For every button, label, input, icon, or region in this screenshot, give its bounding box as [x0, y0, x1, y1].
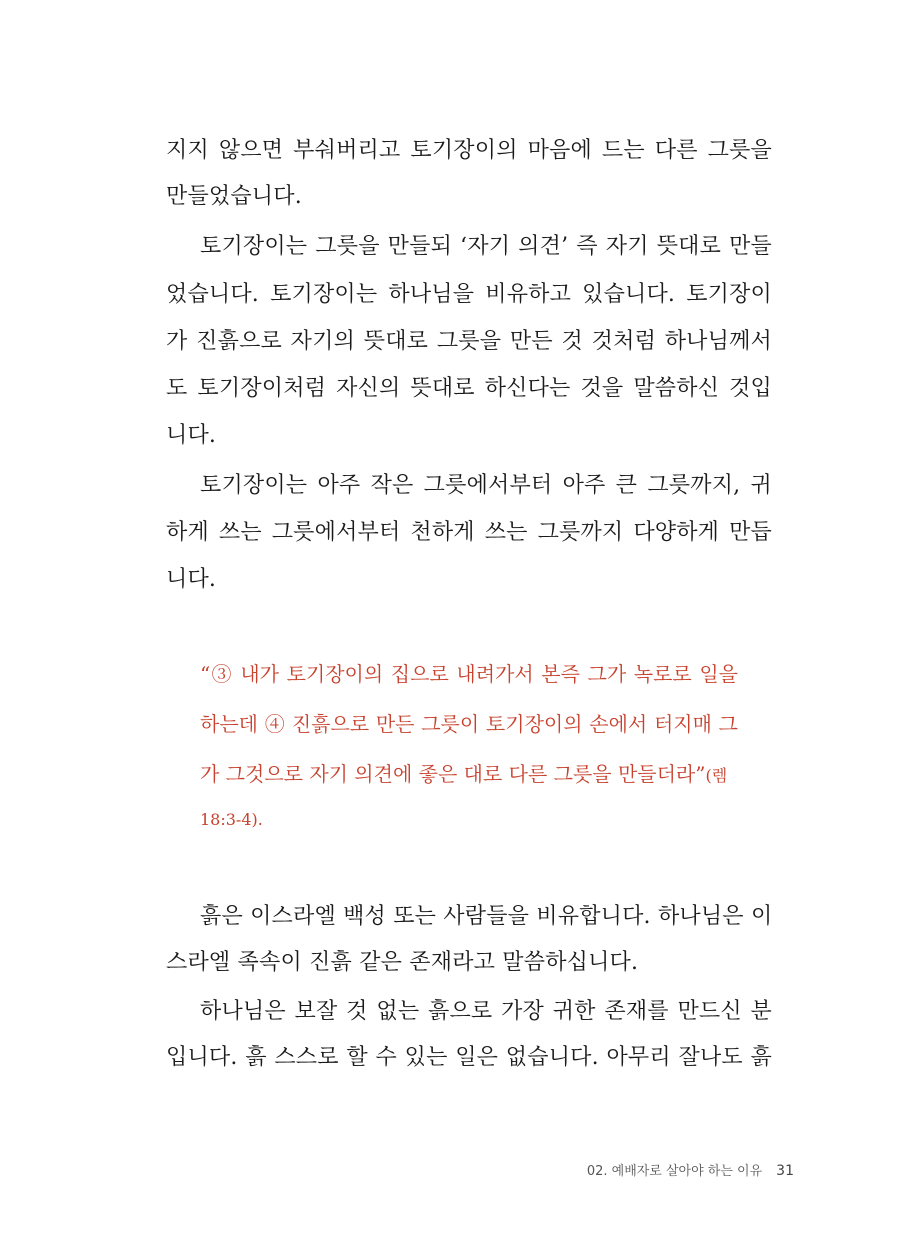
page-footer: [587, 1160, 794, 1179]
body-line: 도 토기장이처럼 자신의 뜻대로 하신다는 것을 말씀하신 것입: [166, 376, 772, 401]
body-line: 하게 쓰는 그릇에서부터 천하게 쓰는 그릇까지 다양하게 만듭: [166, 520, 772, 545]
quote-reference-open: (렘: [705, 766, 728, 785]
quote-line: [200, 760, 738, 790]
body-line: 스라엘 족속이 진흙 같은 존재라고 말씀하십니다.: [166, 950, 639, 975]
body-line: 만들었습니다.: [166, 184, 302, 209]
body-line: 었습니다. 토기장이는 하나님을 비유하고 있습니다. 토기장이: [166, 282, 772, 307]
body-line: 토기장이는 그릇을 만들되 ‘자기 의견’ 즉 자기 뜻대로 만들: [200, 234, 772, 259]
quote-line: 하는데 ④ 진흙으로 만든 그릇이 토기장이의 손에서 터지매 그: [200, 712, 738, 736]
body-line: 니다.: [166, 423, 217, 448]
chapter-title: 02. 예배자로 살아야 하는 이유: [586, 1164, 763, 1179]
body-line: 흙은 이스라엘 백성 또는 사람들을 비유합니다. 하나님은 이: [200, 904, 773, 929]
page-number: 31: [776, 1163, 794, 1179]
body-line: 가 진흙으로 자기의 뜻대로 그릇을 만든 것 것처럼 하나님께서: [166, 329, 772, 354]
quote-line-text: 가 그것으로 자기 의견에 좋은 대로 다른 그릇을 만들더라”: [200, 762, 706, 786]
body-line: 지지 않으면 부숴버리고 토기장이의 마음에 드는 다른 그릇을: [166, 138, 772, 163]
quote-line: “③ 내가 토기장이의 집으로 내려가서 본즉 그가 녹로로 일을: [200, 662, 738, 686]
body-line: 토기장이는 아주 작은 그릇에서부터 아주 큰 그릇까지, 귀: [200, 473, 772, 498]
body-line: 하나님은 보잘 것 없는 흙으로 가장 귀한 존재를 만드신 분: [200, 999, 772, 1024]
quote-reference: 18:3-4).: [200, 810, 263, 829]
body-line: 니다.: [166, 567, 217, 592]
body-line: 입니다. 흙 스스로 할 수 있는 일은 없습니다. 아무리 잘나도 흙: [166, 1045, 772, 1070]
